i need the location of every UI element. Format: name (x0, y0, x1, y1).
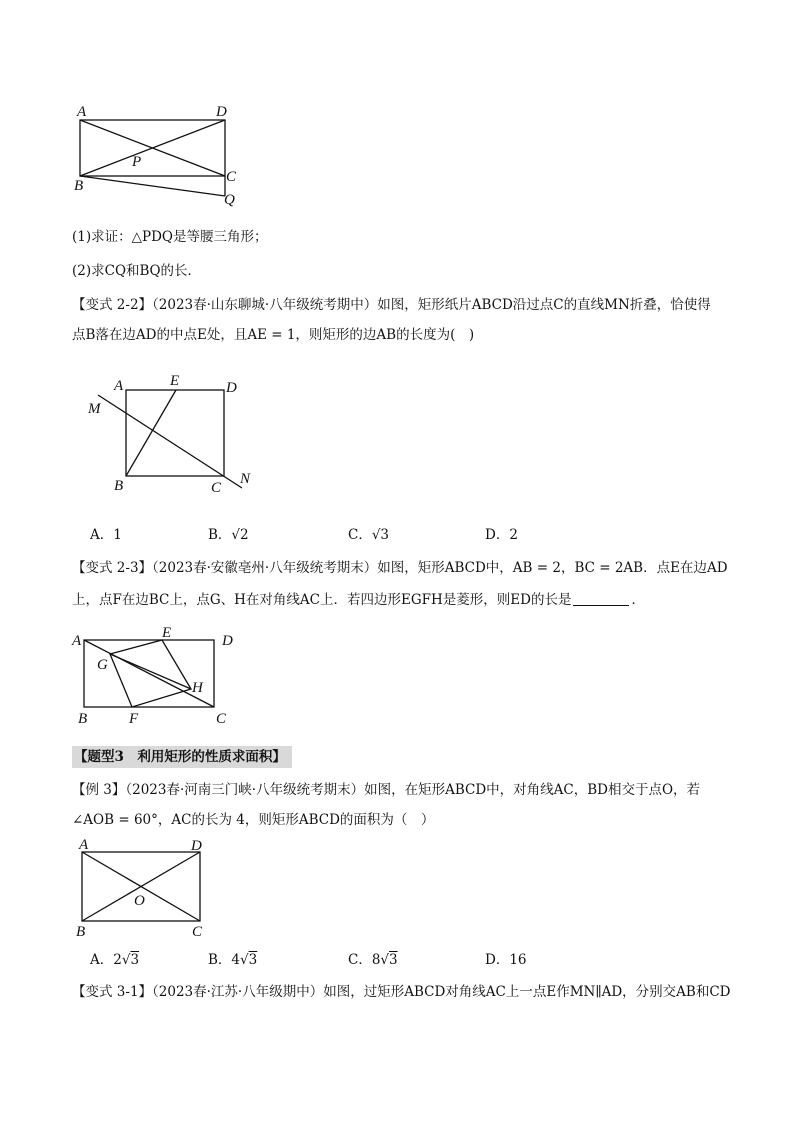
figure-fold-mn (80, 368, 280, 498)
fig4-label-d: D (191, 838, 202, 854)
fig2-label-n: N (240, 471, 251, 487)
option-a-radicand: 3 (130, 952, 140, 968)
option-a-label: A．2 (90, 952, 122, 968)
variant-2-2-line-2: 点B落在边AD的中点E处，且AE = 1，则矩形的边AB的长度为( ) (72, 327, 475, 343)
example-3-line-2: ∠AOB = 60°，AC的长为 4，则矩形ABCD的面积为（ ） (72, 812, 435, 828)
fig3-label-h: H (192, 680, 203, 696)
fig3-label-f: F (129, 711, 139, 727)
option-b-label: B．4 (208, 952, 241, 968)
option-a[interactable]: A．1 (90, 527, 122, 543)
fig3-label-d: D (222, 633, 233, 649)
fig2-label-c: C (211, 480, 222, 496)
fig1-label-c: C (226, 169, 237, 185)
variant-2-3-line-2-end: ． (631, 592, 645, 608)
fig3-label-c: C (216, 711, 227, 727)
fig2-label-a: A (114, 378, 124, 394)
option-c[interactable]: C．√3 (348, 527, 390, 543)
fig4-label-c: C (192, 924, 203, 940)
answer-blank[interactable] (573, 591, 629, 606)
variant-2-3-line-1: 【变式 2-3】（2023春·安徽亳州·八年级统考期末）如图，矩形ABCD中，AB = 2，BC = 2AB．点E在边AD (72, 560, 728, 576)
fig3-label-b: B (78, 711, 88, 727)
variant-2-2-line-1: 【变式 2-2】（2023春·山东聊城·八年级统考期中）如图，矩形纸片ABCD沿过点C的直线MN折叠，恰使得 (72, 297, 711, 313)
fig1-label-d: D (216, 104, 227, 120)
fig3-label-a: A (72, 633, 82, 649)
fig1-label-p: P (132, 154, 142, 170)
fig1-label-a: A (77, 104, 87, 120)
variant-2-3-line-2 (72, 590, 645, 610)
variant-2-3-line-2-text: 上，点F在边BC上，点G、H在对角线AC上．若四边形EGFH是菱形，则ED的长是 (72, 592, 572, 608)
fig2-label-d: D (226, 380, 237, 396)
option-b-radicand: 3 (248, 952, 258, 968)
question-part-1: (1)求证：△PDQ是等腰三角形； (72, 229, 268, 245)
section-heading-type-3: 【题型3 利用矩形的性质求面积】 (72, 746, 292, 768)
fig3-label-e: E (162, 625, 172, 641)
fig2-label-m: M (88, 401, 101, 417)
fig3-label-g: G (97, 657, 108, 673)
fig1-label-b: B (74, 178, 84, 194)
option-b[interactable]: B．4√3 (208, 952, 258, 968)
fig2-label-b: B (114, 478, 124, 494)
option-c[interactable]: C．8√3 (348, 952, 398, 968)
option-a[interactable]: A．2√3 (90, 952, 140, 968)
figure-rectangle-diagonals (62, 828, 232, 943)
variant-3-1-line-1: 【变式 3-1】（2023春·江苏·八年级期中）如图，过矩形ABCD对角线AC上一点E作MN∥AD，分别交AB和CD (72, 984, 731, 1000)
option-c-label: C．8 (348, 952, 381, 968)
fig4-label-b: B (76, 924, 86, 940)
fig1-label-q: Q (224, 192, 235, 208)
option-c-radicand: 3 (389, 952, 398, 968)
fig4-label-o: O (134, 893, 145, 909)
option-d[interactable]: D．16 (485, 952, 527, 968)
option-b[interactable]: B．√2 (208, 527, 249, 543)
figure-rectangle-pdq (60, 96, 260, 211)
fig2-label-e: E (170, 373, 180, 389)
option-d[interactable]: D．2 (485, 527, 518, 543)
example-3-line-1: 【例 3】（2023春·河南三门峡·八年级统考期末）如图，在矩形ABCD中，对角线AC，BD相交于点O，若 (72, 782, 701, 798)
question-part-2: (2)求CQ和BQ的长． (72, 263, 202, 279)
fig4-label-a: A (79, 837, 89, 853)
figure-rhombus-egfh (64, 620, 254, 730)
